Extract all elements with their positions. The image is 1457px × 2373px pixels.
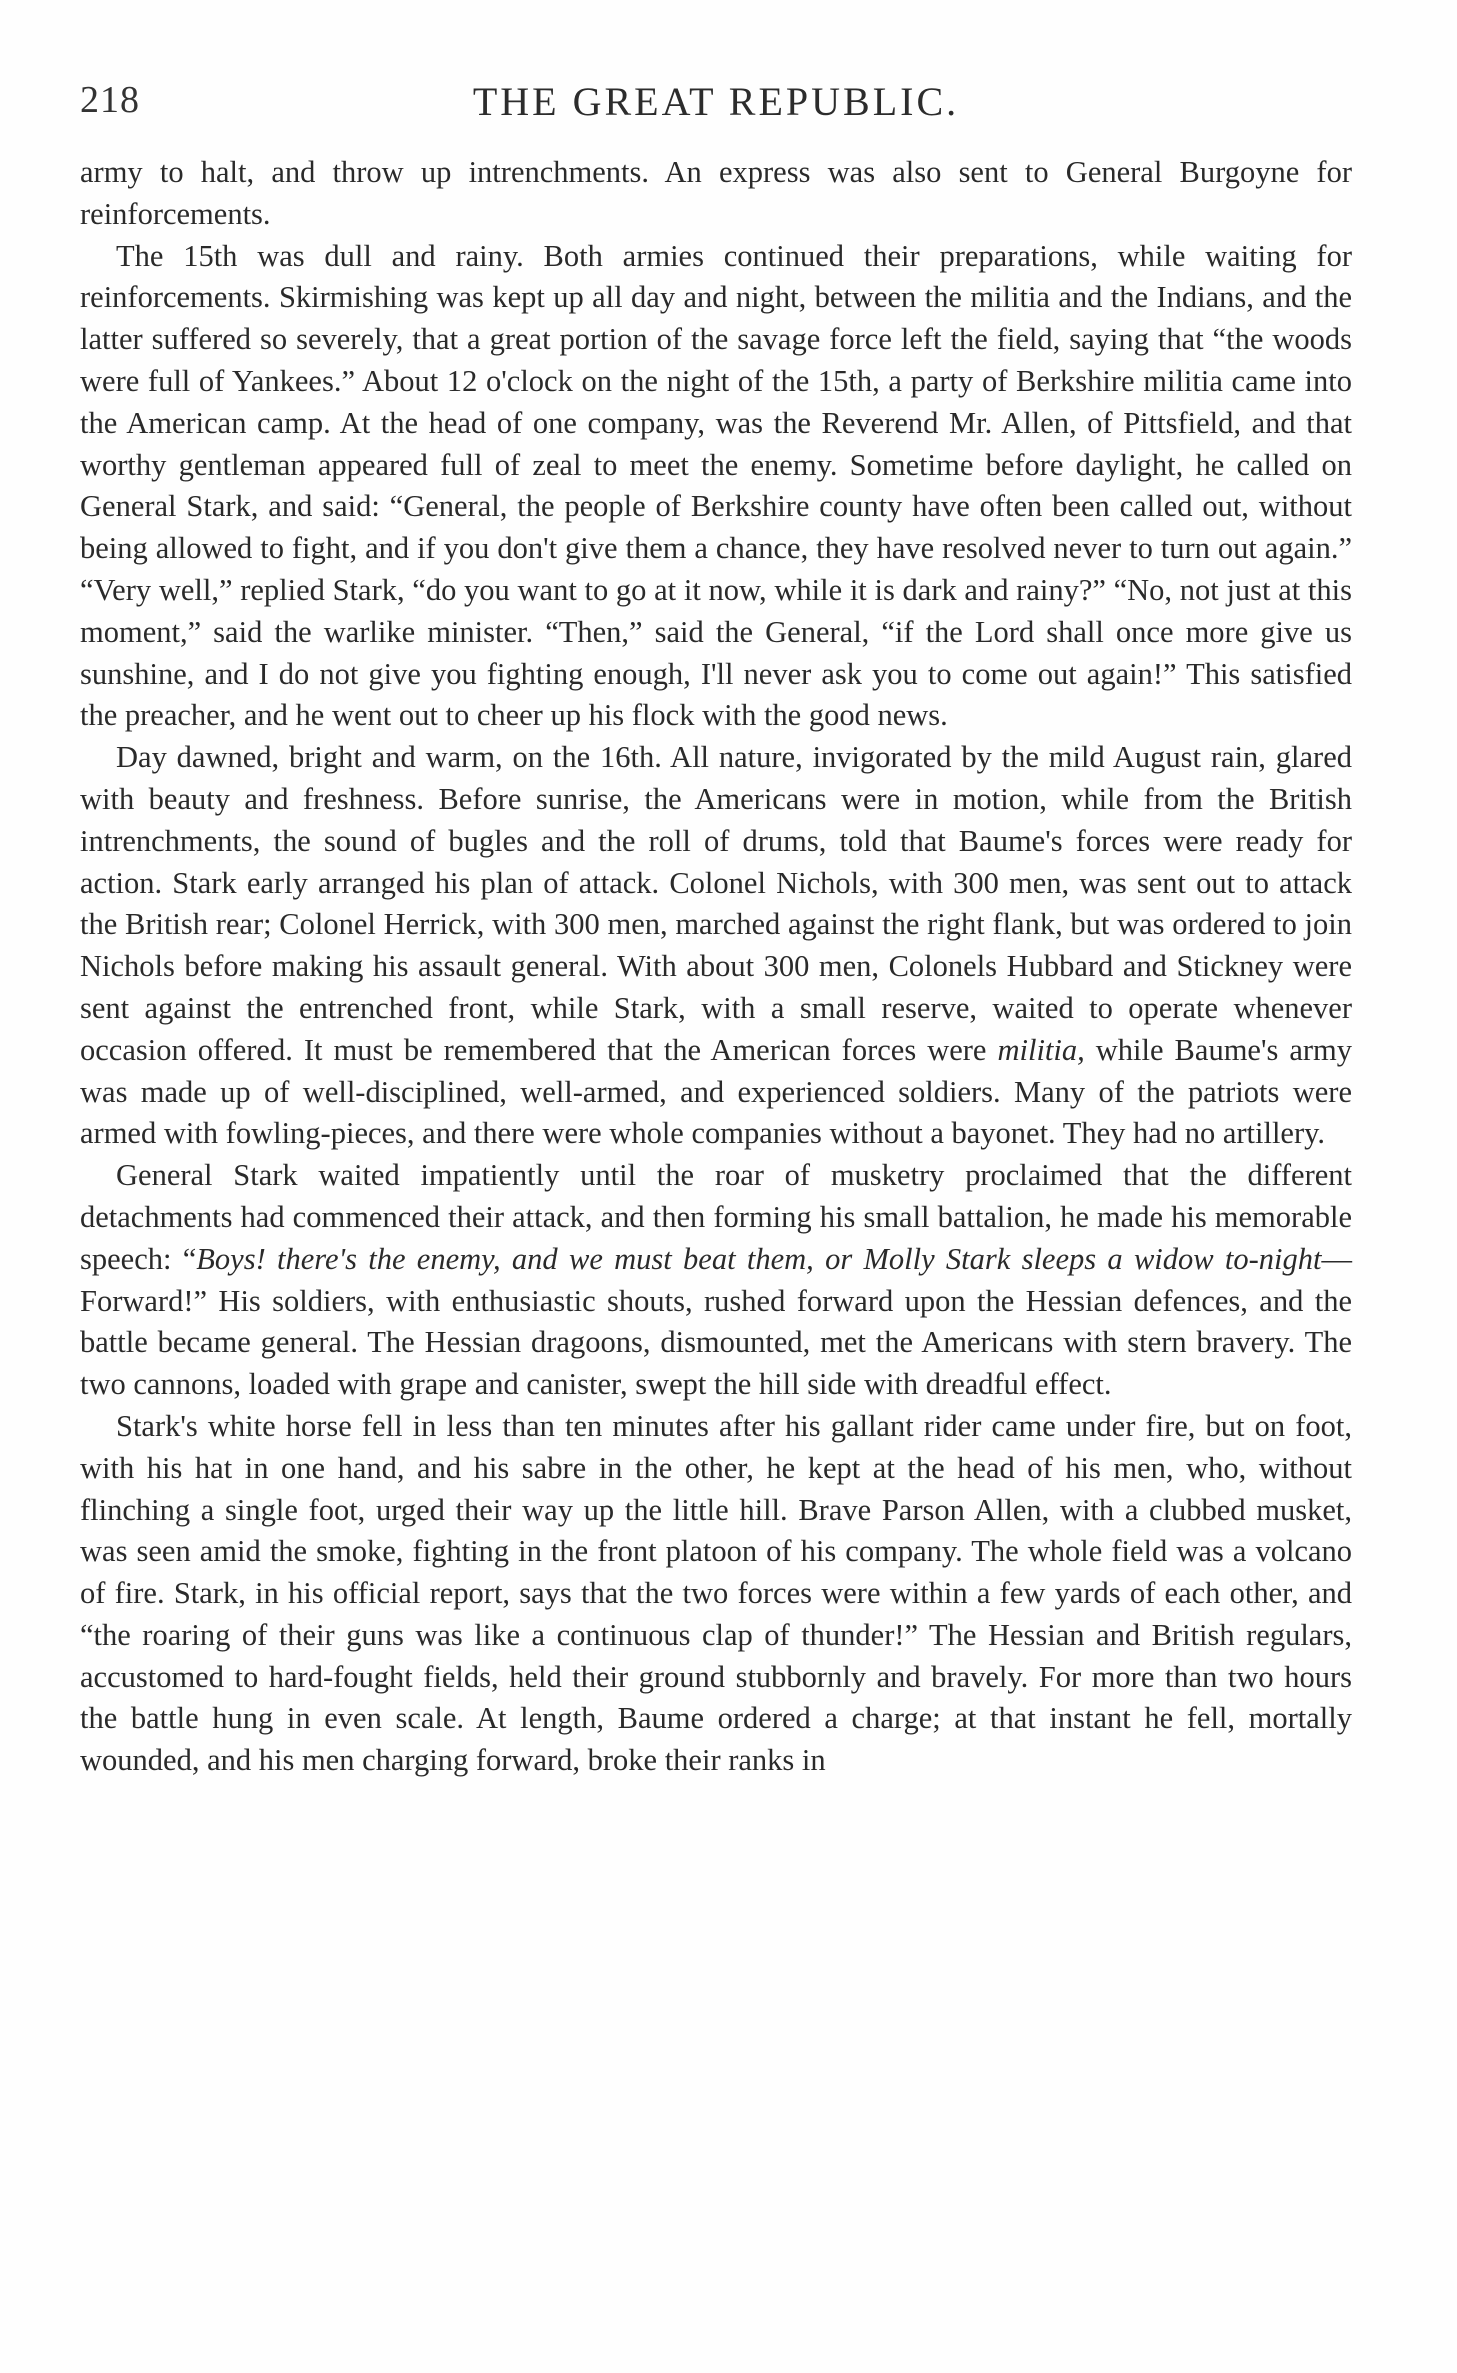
paragraph-stark-speech xyxy=(80,1155,1352,1406)
paragraph-text: Stark's white horse fell in less than ten minutes after his gallant rider came under fire, but on foot, with his hat in one hand, and his sabre in the other, he kept at the head of his men, who, without flinching a single foot, urged their way up the little hill. Brave Parson Allen, with a clubbed musket, was seen amid the smoke, fighting in the front platoon of his company. The whole field was a volcano of fire. Stark, in his official report, says that the two forces were within a few yards of each other, and “the roaring of their guns was like a continuous clap of thunder!” The Hessian and British regulars, accustomed to hard-fought fields, held their ground stubbornly and bravely. For more than two hours the battle hung in even scale. At length, Baume ordered a charge; at that instant he fell, mortally wounded, and his men charging forward, broke their ranks in xyxy=(80,1408,1352,1778)
paragraph-text: army to halt, and throw up intrenchments. An express was also sent to General Burgoyne for reinforcements. xyxy=(80,155,1352,231)
paragraph-text-after: while Baume's army was made up of well-disciplined, well-armed, and experienced soldiers. Many of the patriots were armed with fowling-pieces, and there were whole companies without a bayonet. They had no artillery. xyxy=(80,1032,1353,1151)
paragraph-battle xyxy=(80,1406,1352,1782)
paragraph-15th-rainy xyxy=(80,236,1352,738)
paragraph-text: General Stark waited impatiently until the roar of musketry proclaimed that the different detachments had commenced their attack, and then forming his small battalion, he made his memorable speech: “ xyxy=(80,1158,1352,1276)
body-text xyxy=(80,152,1352,1782)
running-title: THE GREAT REPUBLIC. xyxy=(472,79,960,124)
page-number: 218 xyxy=(80,79,140,121)
paragraph-text: The 15th was dull and rainy. Both armies continued their preparations, while waiting for reinforcements. Skirmishing was kept up all day and night, between the militia and the Indians, and the latter suffered so severely, that a great portion of the savage force left the field, saying that “the woods were full of Yankees.” About 12 o'clock on the night of the 15th, a party of Berkshire militia came into the American camp. At the head of one company, was the Reverend Mr. Allen, of Pittsfield, and that worthy gentleman appeared full of zeal to meet the enemy. Sometime before daylight, he called on General Stark, and said: “General, the people of Berkshire county have often been called out, without being allowed to fight, and if you don't give them a chance, they have resolved never to turn out again.” “Very well,” replied Stark, “do you want to go at it now, while it is dark and rainy?” “No, not just at this moment,” said the warlike minister. “Then,” said the General, “if the Lord shall once more give us sunshine, and I do not give you fighting enough, I'll never ask you to come out again!” This satisfied the preacher, and he went out to cheer up his flock with the good news. xyxy=(80,238,1352,733)
paragraph-continuation xyxy=(80,152,1352,236)
paragraph-text: Day dawned, bright and warm, on the 16th. All nature, invigorated by the mild August rain, glared with beauty and freshness. Before sunrise, the Americans were in motion, while from the British intrenchments, the sound of bugles and the roll of drums, told that Baume's forces were ready for action. Stark early arranged his plan of attack. Colonel Nichols, with 300 men, was sent out to attack the British rear; Colonel Herrick, with 300 men, marched against the right flank, but was ordered to join Nichols before making his assault general. With about 300 men, Colonels Hubbard and Stickney were sent against the entrenched front, while Stark, with a small reserve, waited to operate whenever occasion offered. It must be remembered that the American forces were xyxy=(80,740,1352,1067)
paragraph-text-after: —Forward!” His soldiers, with enthusiastic shouts, rushed forward upon the Hessian defences, and the battle became general. The Hessian dragoons, dismounted, met the Americans with stern bravery. The two cannons, loaded with grape and canister, swept the hill side with dreadful effect. xyxy=(80,1241,1352,1402)
running-head xyxy=(80,78,1352,128)
paragraph-16th-dawn xyxy=(80,737,1352,1155)
paragraph-italic-text: Boys! there's the enemy, and we must beat them, or Molly Stark sleeps a widow to-night xyxy=(196,1241,1322,1276)
paragraph-italic-text: militia, xyxy=(997,1032,1085,1067)
